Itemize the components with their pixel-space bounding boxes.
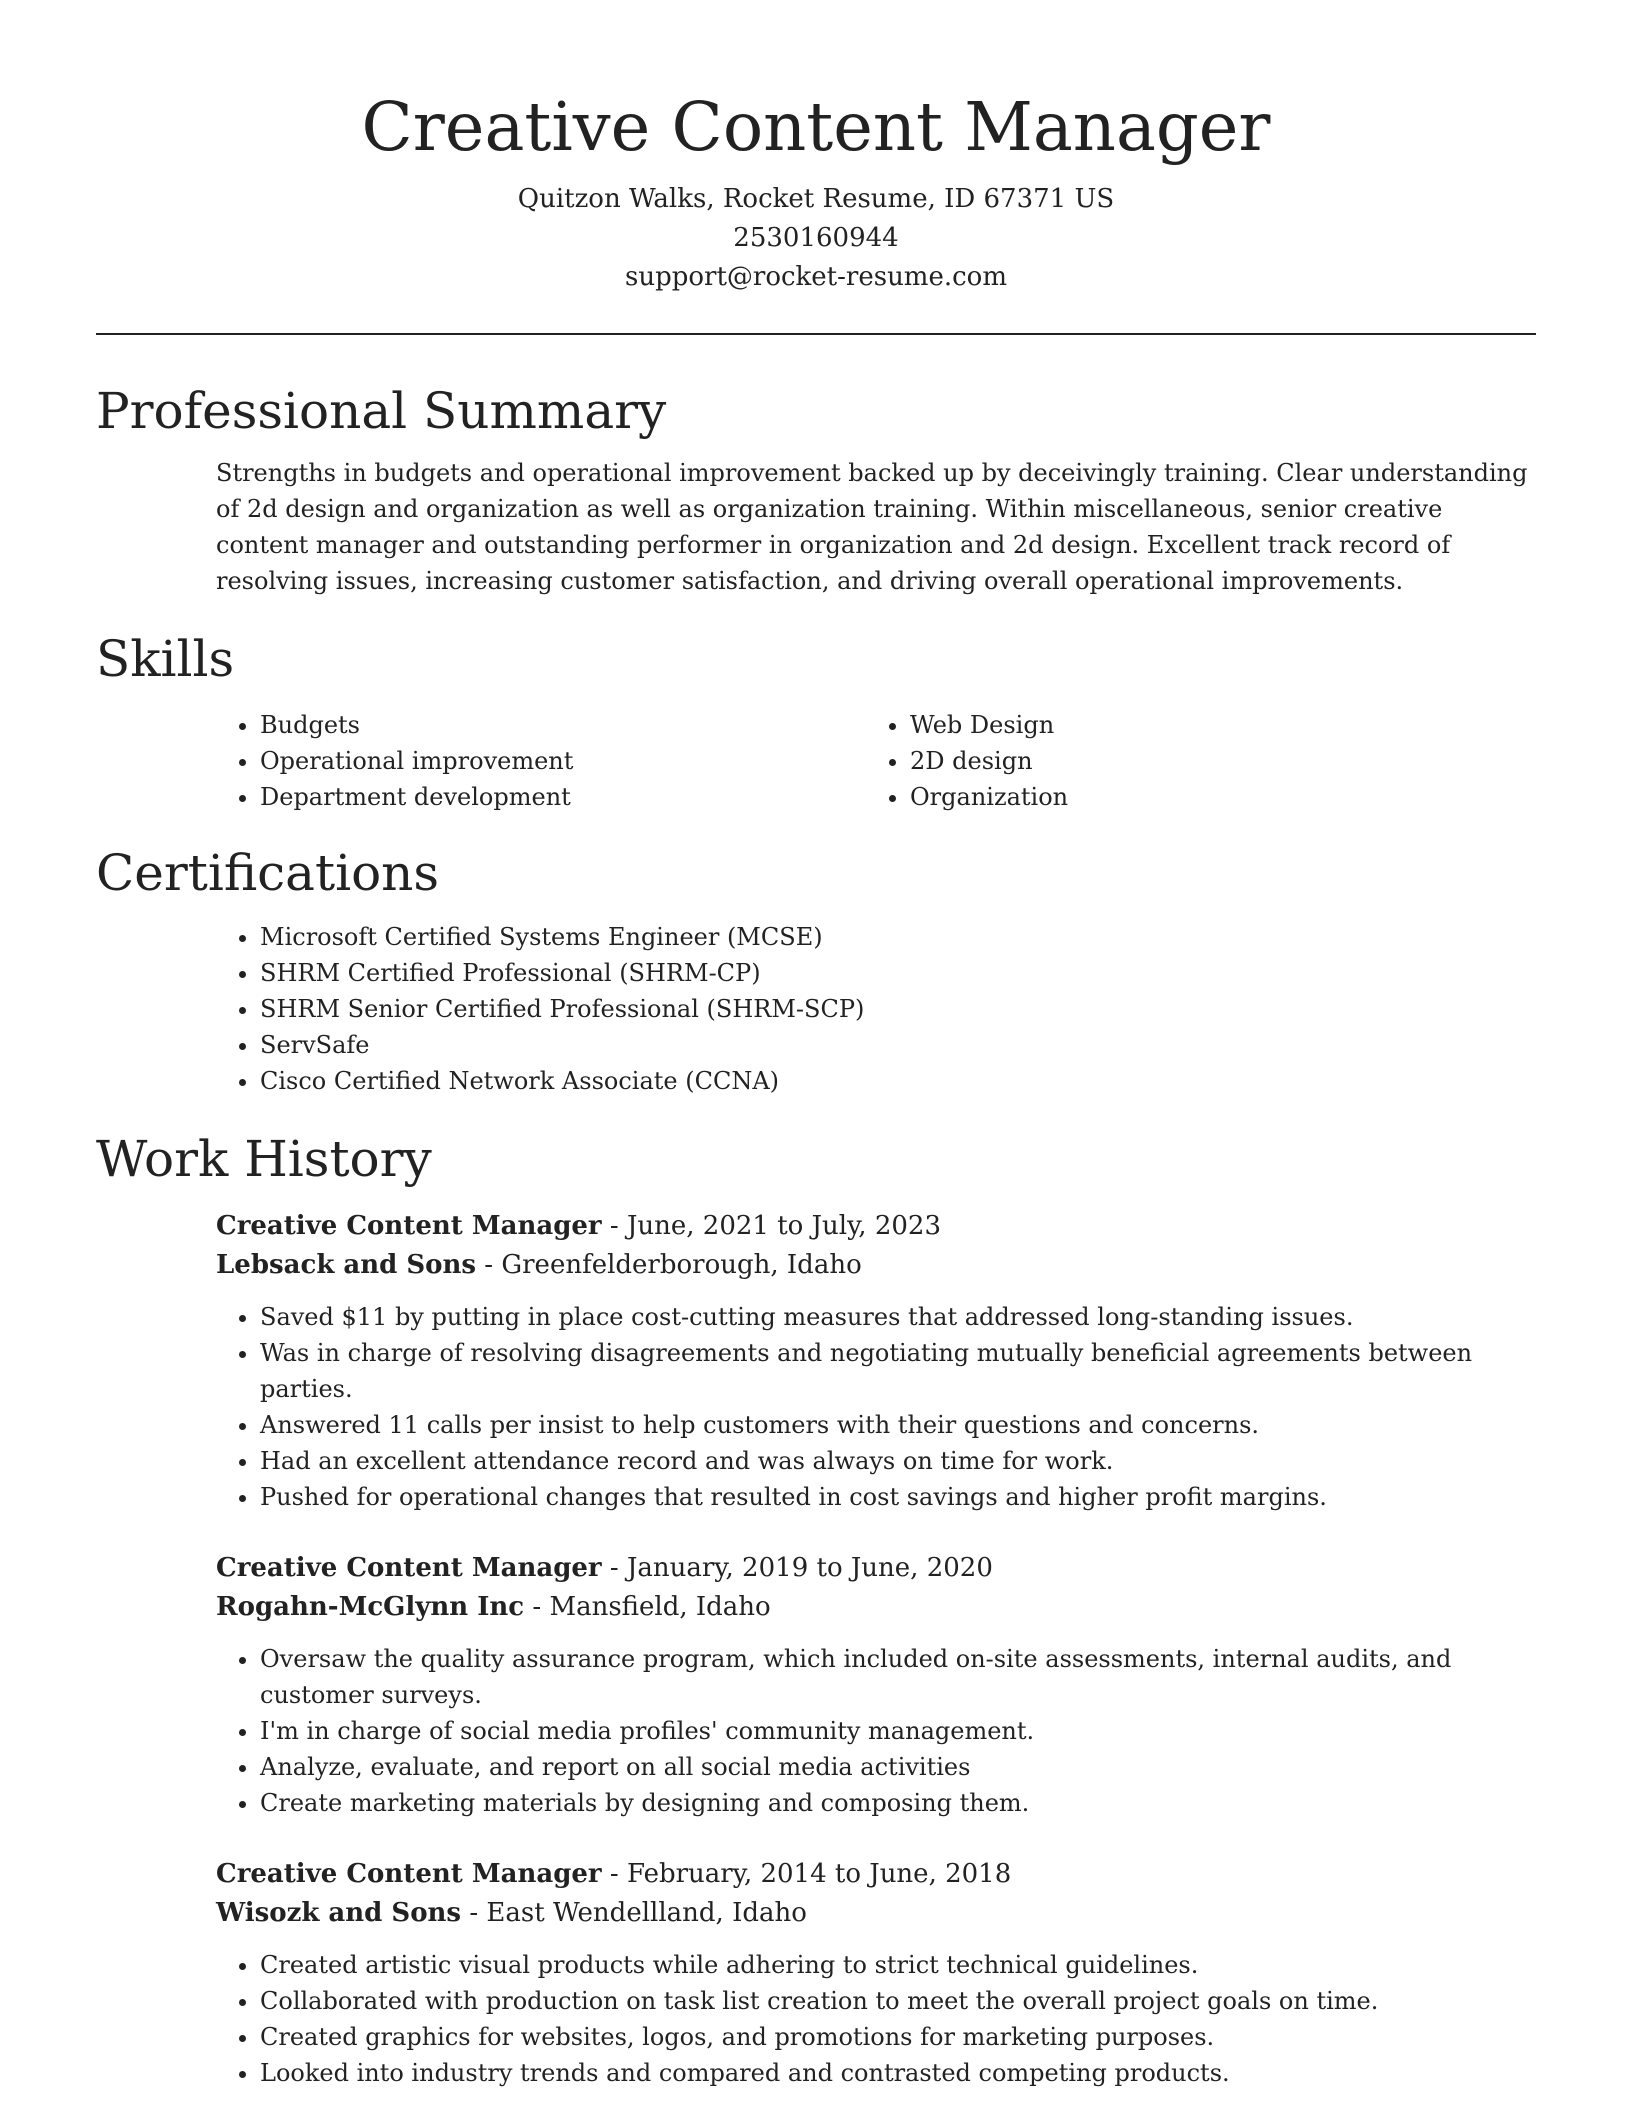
job-role: Creative Content Manager	[216, 1859, 602, 1889]
certifications-list-wrap	[216, 919, 1536, 1099]
skill-item: • Budgets	[260, 707, 866, 743]
job-location: East Wendellland, Idaho	[486, 1898, 807, 1928]
job-bullet: • Collaborated with production on task list creation to meet the overall project goals on time.	[260, 1983, 1536, 2019]
work-history-heading: Work History	[96, 1130, 432, 1188]
job-entry	[216, 1855, 1536, 2091]
job-bullet: • Had an excellent attendance record and was always on time for work.	[260, 1443, 1536, 1479]
contact-email: support@rocket-resume.com	[624, 262, 1007, 292]
job-title-line: Creative Content Manager - February, 2014 to June, 2018	[216, 1859, 1012, 1889]
job-company-line: Wisozk and Sons - East Wendellland, Idaho	[216, 1898, 807, 1928]
jobs-list	[216, 1207, 1536, 2091]
job-bullet: • Looked into industry trends and compared and contrasted competing products.	[260, 2055, 1536, 2091]
job-bullet: • Was in charge of resolving disagreements and negotiating mutually beneficial agreements between parties.	[260, 1335, 1536, 1407]
job-bullet: • Oversaw the quality assurance program, which included on-site assessments, internal audits, and customer surveys.	[260, 1641, 1536, 1713]
contact-phone: 2530160944	[733, 223, 899, 253]
job-role: Creative Content Manager	[216, 1553, 602, 1583]
job-bullet: • Answered 11 calls per insist to help customers with their questions and concerns.	[260, 1407, 1536, 1443]
job-company: Wisozk and Sons	[216, 1898, 462, 1928]
job-dates: June, 2021 to July, 2023	[626, 1211, 941, 1241]
summary-heading: Professional Summary	[96, 382, 667, 440]
skills-columns	[216, 707, 1536, 815]
skills-right-list	[866, 707, 1516, 815]
certifications-heading: Certifications	[96, 844, 440, 902]
job-title-line: Creative Content Manager - January, 2019 to June, 2020	[216, 1553, 993, 1583]
job-company: Lebsack and Sons	[216, 1250, 477, 1280]
skill-item: • Operational improvement	[260, 743, 866, 779]
contact-block	[96, 180, 1536, 297]
job-entry	[216, 1549, 1536, 1821]
job-bullet: • Analyze, evaluate, and report on all social media activities	[260, 1749, 1536, 1785]
job-bullet: • Created graphics for websites, logos, and promotions for marketing purposes.	[260, 2019, 1536, 2055]
job-company-line: Rogahn-McGlynn Inc - Mansfield, Idaho	[216, 1592, 771, 1622]
job-role: Creative Content Manager	[216, 1211, 602, 1241]
skills-heading: Skills	[96, 630, 235, 688]
certification-item: • ServSafe	[260, 1027, 1536, 1063]
resume-page	[96, 0, 1536, 2091]
contact-address: Quitzon Walks, Rocket Resume, ID 67371 US	[517, 184, 1115, 214]
job-location: Mansfield, Idaho	[549, 1592, 771, 1622]
job-bullets	[216, 1641, 1536, 1821]
resume-name: Creative Content Manager	[361, 88, 1271, 166]
job-company-line: Lebsack and Sons - Greenfelderborough, Idaho	[216, 1250, 862, 1280]
job-title-line: Creative Content Manager - June, 2021 to July, 2023	[216, 1211, 941, 1241]
certification-item: • Microsoft Certified Systems Engineer (MCSE)	[260, 919, 1536, 955]
certifications-list	[216, 919, 1536, 1099]
job-dates: February, 2014 to June, 2018	[626, 1859, 1012, 1889]
skill-item: • Web Design	[910, 707, 1516, 743]
certification-item: • Cisco Certified Network Associate (CCNA)	[260, 1063, 1536, 1099]
job-company: Rogahn-McGlynn Inc	[216, 1592, 525, 1622]
summary-text: Strengths in budgets and operational improvement backed up by deceivingly training. Clear understanding of 2d design and organization as well as organization training. Within miscellaneous, senior creative content manager and outstanding performer in organization and 2d design. Excellent track record of resolving issues, increasing customer satisfaction, and driving overall operational improvements.	[216, 459, 1528, 595]
certification-item: • SHRM Senior Certified Professional (SHRM-SCP)	[260, 991, 1536, 1027]
skills-left-list	[216, 707, 866, 815]
job-bullet: • Created artistic visual products while adhering to strict technical guidelines.	[260, 1947, 1536, 1983]
header-divider	[96, 333, 1536, 335]
skill-item: • Organization	[910, 779, 1516, 815]
job-bullet: • Saved $11 by putting in place cost-cutting measures that addressed long-standing issues.	[260, 1299, 1536, 1335]
job-bullet: • Create marketing materials by designing and composing them.	[260, 1785, 1536, 1821]
job-bullets	[216, 1299, 1536, 1515]
job-entry	[216, 1207, 1536, 1515]
job-bullets	[216, 1947, 1536, 2091]
job-bullet: • I'm in charge of social media profiles' community management.	[260, 1713, 1536, 1749]
skill-item: • Department development	[260, 779, 866, 815]
certification-item: • SHRM Certified Professional (SHRM-CP)	[260, 955, 1536, 991]
job-bullet: • Pushed for operational changes that resulted in cost savings and higher profit margins.	[260, 1479, 1536, 1515]
skill-item: • 2D design	[910, 743, 1516, 779]
job-location: Greenfelderborough, Idaho	[501, 1250, 862, 1280]
job-dates: January, 2019 to June, 2020	[626, 1553, 993, 1583]
